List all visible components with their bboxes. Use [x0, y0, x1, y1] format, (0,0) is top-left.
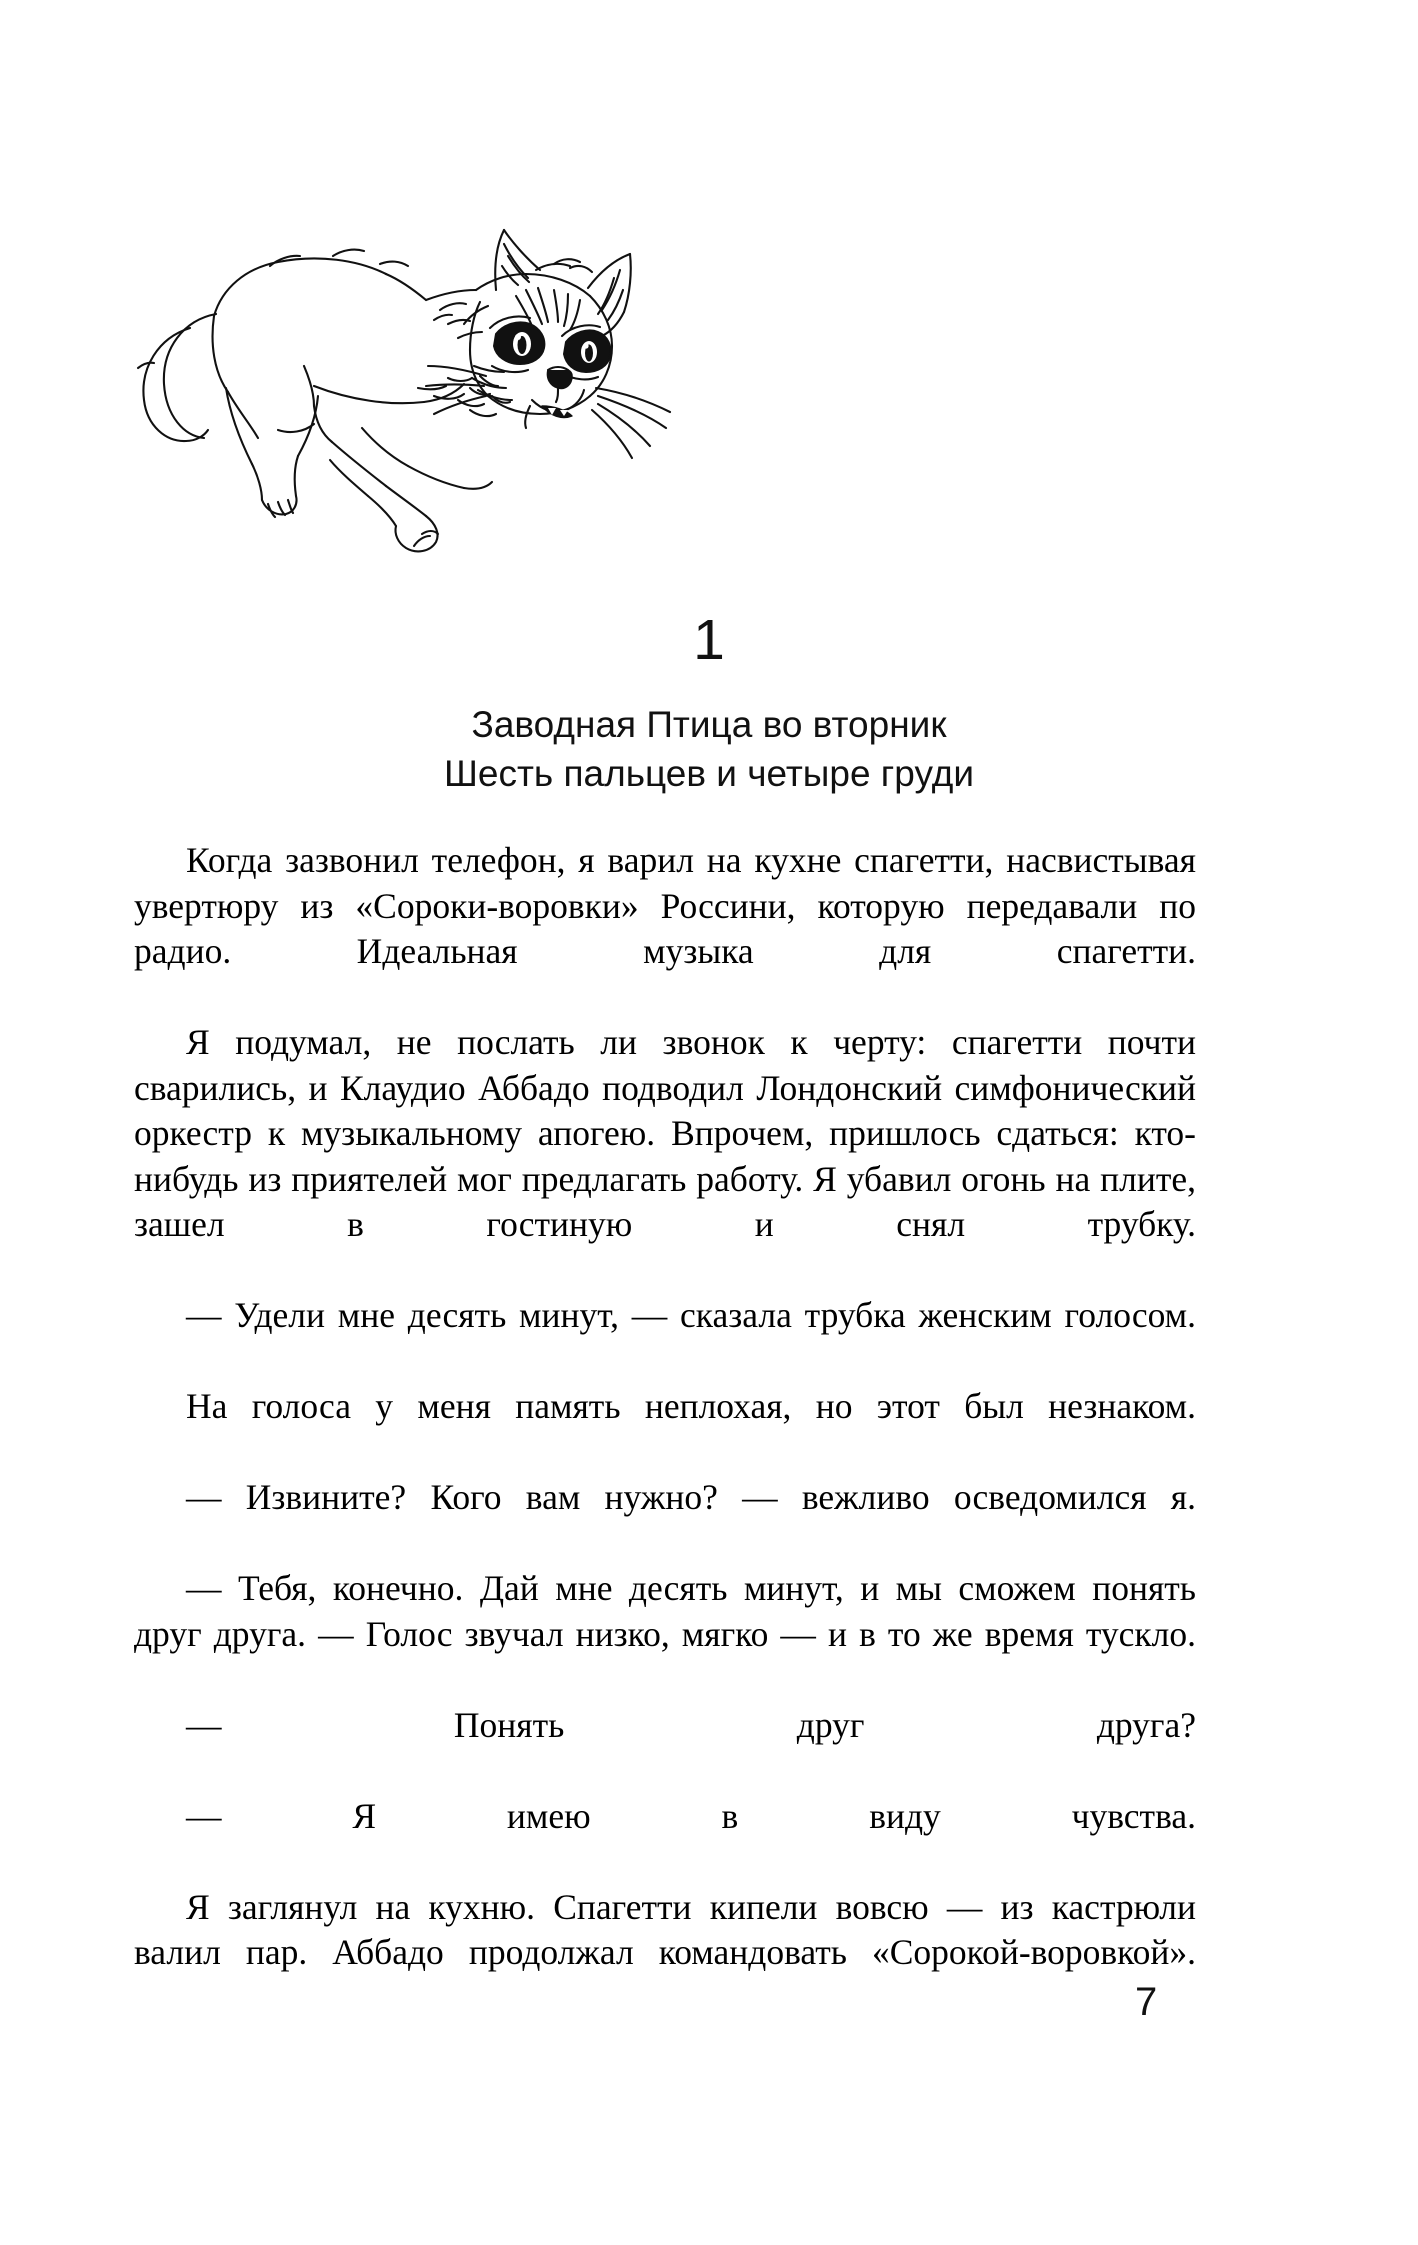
- paragraph: — Я имею в виду чувства.: [186, 1795, 1196, 1836]
- paragraph: Я заглянул на кухню. Спагетти кипели вовсю — из кастрюли валил пар. Аббадо продолжал командовать «Сорокой-воровкой».: [134, 1886, 1196, 1972]
- paragraph: Когда зазвонил телефон, я варил на кухне спагетти, насвистывая увертюру из «Сороки-воровки» Россини, которую передавали по радио. Идеальная музыка для спагетти.: [134, 840, 1196, 971]
- page-number: 7: [1135, 1980, 1158, 2024]
- paragraph: Я подумал, не послать ли звонок к черту: спагетти почти сварились, и Клаудио Аббадо подводил Лондонский симфонический оркестр к музыкальному апогею. Впрочем, пришлось сдаться: кто-нибудь из приятелей мог предлагать работу. Я убавил огонь на плите, зашел в гостиную и снял трубку.: [134, 1022, 1196, 1244]
- kitten-body: [213, 250, 464, 438]
- paragraph: — Тебя, конечно. Дай мне десять минут, и мы сможем понять друг друга. — Голос звучал низко, мягко — и в то же время тускло.: [134, 1568, 1196, 1654]
- body-text: [134, 838, 1196, 2024]
- paragraph: На голоса у меня память неплохая, но этот был незнаком.: [186, 1386, 1196, 1426]
- kitten-tail: [138, 314, 216, 441]
- chapter-title-line-1: Заводная Птица во вторник: [471, 704, 947, 745]
- paragraph: — Удели мне десять минут, — сказала трубка женским голосом.: [186, 1295, 1196, 1335]
- chapter-title-line-2: Шесть пальцев и четыре груди: [444, 753, 974, 794]
- kitten-head: [426, 230, 670, 458]
- chapter-title-block: [0, 700, 1418, 798]
- kitten-illustration: [118, 138, 698, 568]
- kitten-neck: [426, 290, 488, 338]
- kitten-chest-fur: [418, 376, 510, 416]
- kitten-front-leg: [330, 428, 492, 551]
- paragraph: — Понять друг друга?: [186, 1704, 1196, 1745]
- kitten-hind-leg: [226, 366, 332, 517]
- chapter-number: 1: [693, 608, 725, 672]
- paragraph: — Извините? Кого вам нужно? — вежливо осведомился я.: [186, 1477, 1196, 1517]
